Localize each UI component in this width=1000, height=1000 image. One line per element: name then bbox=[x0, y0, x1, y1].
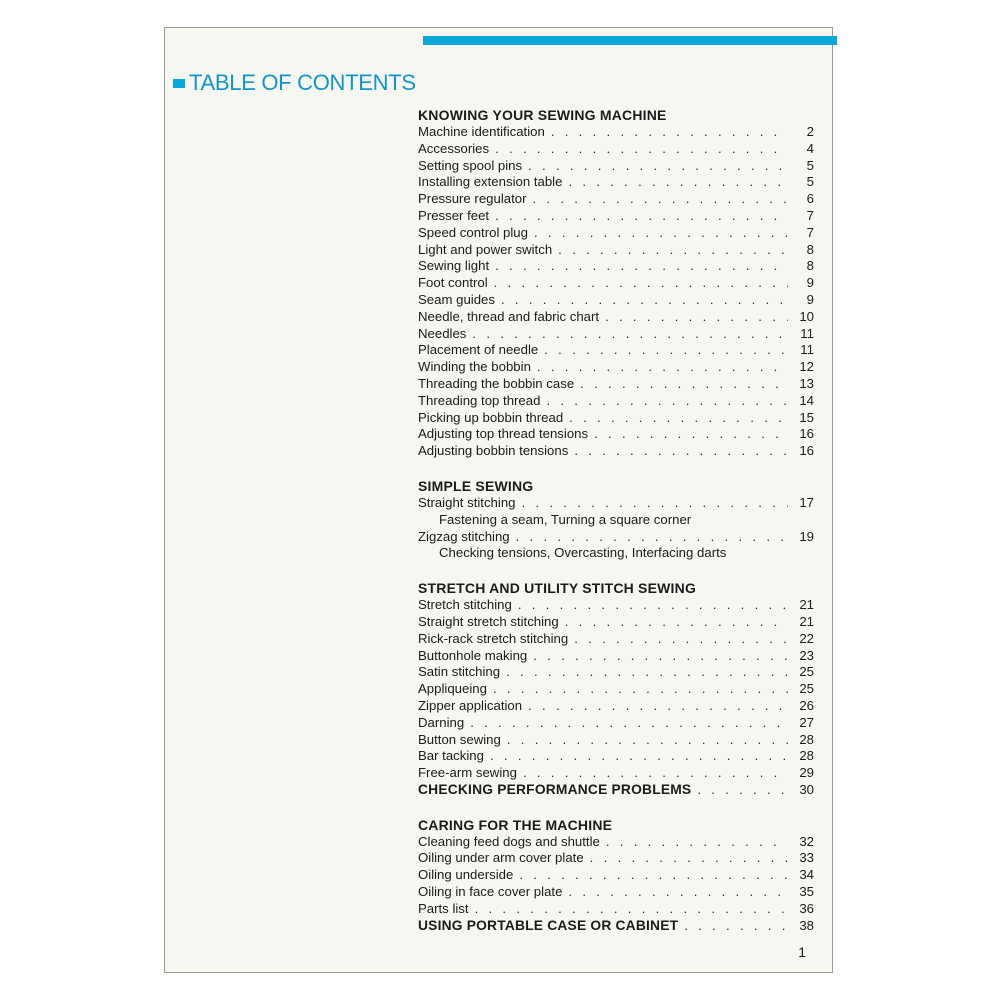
toc-entry-title: Placement of needle bbox=[418, 342, 539, 358]
toc-entry bbox=[418, 648, 814, 665]
toc-entry-title: Adjusting top thread tensions bbox=[418, 426, 589, 442]
toc-entry-title: Seam guides bbox=[418, 291, 495, 307]
toc-entry-page: 19 bbox=[799, 528, 814, 544]
toc-leader-dots bbox=[472, 326, 788, 343]
toc-entry-page: 26 bbox=[799, 697, 814, 713]
toc-entry-title: Straight stitching bbox=[418, 494, 516, 510]
toc-leader-dots bbox=[697, 782, 788, 799]
toc-entry-title: Straight stretch stitching bbox=[418, 613, 559, 629]
toc-entry bbox=[418, 292, 814, 309]
toc-entry-page: 7 bbox=[806, 224, 814, 240]
toc-entry bbox=[418, 901, 814, 918]
toc-entry-title: Buttonhole making bbox=[418, 647, 528, 663]
toc-entry-title: Presser feet bbox=[418, 207, 490, 223]
toc-entry-page: 22 bbox=[799, 630, 814, 646]
toc-entry-page: 9 bbox=[806, 275, 814, 291]
toc-entry-title: Setting spool pins bbox=[418, 157, 523, 173]
toc-leader-dots bbox=[546, 393, 788, 410]
toc-entry-title: Satin stitching bbox=[418, 664, 501, 680]
toc-entry-title: Oiling underside bbox=[418, 867, 514, 883]
toc-entry bbox=[418, 342, 814, 359]
toc-entry-title: USING PORTABLE CASE OR CABINET bbox=[418, 917, 679, 933]
toc-entry-page: 11 bbox=[800, 342, 814, 358]
toc-entry-title: Winding the bobbin bbox=[418, 359, 531, 375]
toc-entry bbox=[418, 782, 814, 799]
toc-entry bbox=[418, 614, 814, 631]
toc-entry-page: 38 bbox=[799, 917, 814, 933]
toc-entry bbox=[418, 529, 814, 546]
toc-entry-title: Rick-rack stretch stitching bbox=[418, 630, 569, 646]
toc-entry-page: 17 bbox=[799, 494, 814, 510]
toc-entry-title: Zigzag stitching bbox=[418, 528, 510, 544]
toc-leader-dots bbox=[516, 529, 788, 546]
toc-entry-page: 4 bbox=[806, 140, 814, 156]
toc-entry-page: 8 bbox=[806, 258, 814, 274]
toc-entry-title: Appliqueing bbox=[418, 681, 487, 697]
toc-entry-page: 16 bbox=[799, 426, 814, 442]
toc-entry bbox=[418, 681, 814, 698]
toc-entry-title: Foot control bbox=[418, 275, 488, 291]
toc-entry-page: 14 bbox=[799, 392, 814, 408]
header-bar-left bbox=[173, 79, 185, 88]
toc-entry bbox=[418, 918, 814, 935]
toc-entry-page: 7 bbox=[806, 207, 814, 223]
toc-entry-page: 11 bbox=[800, 325, 814, 341]
toc-entry bbox=[418, 443, 814, 460]
toc-entry bbox=[418, 376, 814, 393]
toc-leader-dots bbox=[495, 141, 788, 158]
toc-section bbox=[418, 106, 814, 460]
toc-entry-page: 21 bbox=[799, 597, 814, 613]
toc-leader-dots bbox=[532, 191, 788, 208]
toc-leader-dots bbox=[551, 124, 788, 141]
toc-leader-dots bbox=[522, 495, 789, 512]
toc-entry-page: 6 bbox=[806, 191, 814, 207]
toc-section bbox=[418, 579, 814, 799]
toc-leader-dots bbox=[519, 867, 788, 884]
toc-entry-page: 27 bbox=[799, 714, 814, 730]
toc-leader-dots bbox=[501, 292, 788, 309]
toc-entry-page: 21 bbox=[799, 613, 814, 629]
toc-entry bbox=[418, 495, 814, 512]
toc-leader-dots bbox=[590, 850, 788, 867]
toc-entry-page: 29 bbox=[799, 765, 814, 781]
toc-leader-dots bbox=[528, 698, 788, 715]
toc-entry-title: Needles bbox=[418, 325, 467, 341]
toc-entry-title: Bar tacking bbox=[418, 748, 484, 764]
section-heading: SIMPLE SEWING bbox=[418, 477, 534, 494]
toc-entry-title: Free-arm sewing bbox=[418, 765, 517, 781]
toc-list bbox=[418, 106, 814, 951]
document-page bbox=[164, 27, 833, 973]
toc-entry-title: Installing extension table bbox=[418, 174, 563, 190]
toc-entry bbox=[418, 359, 814, 376]
section-heading: CARING FOR THE MACHINE bbox=[418, 816, 613, 833]
toc-leader-dots bbox=[544, 342, 788, 359]
toc-leader-dots bbox=[580, 376, 788, 393]
toc-leader-dots bbox=[494, 275, 788, 292]
toc-entry-page: 5 bbox=[806, 174, 814, 190]
toc-entry-page: 30 bbox=[799, 781, 814, 797]
toc-entry bbox=[418, 867, 814, 884]
toc-entry-page: 12 bbox=[799, 359, 814, 375]
toc-entry-page: 28 bbox=[799, 731, 814, 747]
toc-entry bbox=[418, 410, 814, 427]
toc-leader-dots bbox=[606, 834, 788, 851]
toc-subtopics: Checking tensions, Overcasting, Interfacing darts bbox=[439, 545, 727, 561]
toc-entry-page: 35 bbox=[799, 884, 814, 900]
toc-entry-title: Zipper application bbox=[418, 697, 523, 713]
toc-entry bbox=[418, 765, 814, 782]
toc-entry-title: Stretch stitching bbox=[418, 597, 512, 613]
toc-leader-dots bbox=[594, 426, 788, 443]
toc-entry bbox=[418, 158, 814, 175]
toc-entry bbox=[418, 664, 814, 681]
toc-subtopics: Fastening a seam, Turning a square corner bbox=[439, 511, 692, 527]
toc-section bbox=[418, 816, 814, 935]
toc-entry bbox=[418, 631, 814, 648]
toc-entry-title: Oiling under arm cover plate bbox=[418, 850, 584, 866]
toc-entry bbox=[418, 834, 814, 851]
toc-entry-page: 15 bbox=[799, 409, 814, 425]
toc-leader-dots bbox=[574, 443, 788, 460]
toc-entry bbox=[418, 715, 814, 732]
toc-entry-title: Sewing light bbox=[418, 258, 490, 274]
toc-leader-dots bbox=[605, 309, 788, 326]
toc-section bbox=[418, 477, 814, 562]
toc-entry-title: Machine identification bbox=[418, 124, 545, 139]
toc-entry-title: Threading the bobbin case bbox=[418, 375, 575, 391]
toc-entry bbox=[418, 884, 814, 901]
toc-entry-page: 23 bbox=[799, 647, 814, 663]
toc-entry bbox=[418, 309, 814, 326]
toc-entry bbox=[418, 174, 814, 191]
toc-entry-title: CHECKING PERFORMANCE PROBLEMS bbox=[418, 781, 692, 797]
toc-leader-dots bbox=[506, 664, 788, 681]
toc-entry-page: 25 bbox=[799, 681, 814, 697]
section-heading: STRETCH AND UTILITY STITCH SEWING bbox=[418, 580, 697, 597]
toc-entry bbox=[418, 191, 814, 208]
toc-entry-title: Oiling in face cover plate bbox=[418, 884, 563, 900]
toc-leader-dots bbox=[518, 597, 788, 614]
toc-leader-dots bbox=[568, 884, 788, 901]
toc-entry-page: 2 bbox=[806, 124, 814, 139]
toc-leader-dots bbox=[558, 242, 788, 259]
toc-leader-dots bbox=[495, 208, 788, 225]
page-title: TABLE OF CONTENTS bbox=[189, 70, 416, 95]
toc-entry bbox=[418, 258, 814, 275]
toc-entry bbox=[418, 275, 814, 292]
toc-entry-page: 33 bbox=[799, 850, 814, 866]
toc-leader-dots bbox=[470, 715, 788, 732]
toc-entry-title: Adjusting bobbin tensions bbox=[418, 443, 569, 459]
toc-entry-title: Needle, thread and fabric chart bbox=[418, 308, 600, 324]
toc-entry bbox=[418, 698, 814, 715]
toc-leader-dots bbox=[537, 359, 788, 376]
toc-leader-dots bbox=[528, 158, 788, 175]
toc-leader-dots bbox=[565, 614, 788, 631]
toc-entry-page: 34 bbox=[799, 867, 814, 883]
toc-entry bbox=[418, 225, 814, 242]
toc-leader-dots bbox=[533, 648, 788, 665]
toc-entry-page: 10 bbox=[799, 308, 814, 324]
toc-leader-dots bbox=[523, 765, 788, 782]
toc-entry-title: Accessories bbox=[418, 140, 490, 156]
toc-header bbox=[173, 70, 416, 96]
toc-entry-page: 28 bbox=[799, 748, 814, 764]
toc-leader-dots bbox=[569, 410, 788, 427]
toc-entry-title: Cleaning feed dogs and shuttle bbox=[418, 833, 600, 849]
toc-entry-page: 32 bbox=[799, 833, 814, 849]
page-number: 1 bbox=[798, 944, 806, 960]
toc-entry-title: Light and power switch bbox=[418, 241, 553, 257]
toc-entry bbox=[418, 393, 814, 410]
toc-entry bbox=[418, 426, 814, 443]
toc-entry-title: Button sewing bbox=[418, 731, 501, 747]
toc-entry bbox=[418, 732, 814, 749]
toc-entry bbox=[418, 850, 814, 867]
toc-entry-page: 9 bbox=[806, 291, 814, 307]
toc-entry-title: Darning bbox=[418, 714, 465, 730]
toc-entry bbox=[418, 141, 814, 158]
toc-leader-dots bbox=[475, 901, 788, 918]
toc-entry-title: Speed control plug bbox=[418, 224, 528, 240]
toc-entry-page: 25 bbox=[799, 664, 814, 680]
toc-leader-dots bbox=[495, 258, 788, 275]
toc-entry-title: Threading top thread bbox=[418, 392, 541, 408]
toc-leader-dots bbox=[507, 732, 788, 749]
toc-entry bbox=[418, 124, 814, 141]
toc-entry bbox=[418, 597, 814, 614]
toc-entry bbox=[418, 748, 814, 765]
toc-leader-dots bbox=[568, 174, 788, 191]
toc-entry-title: Pressure regulator bbox=[418, 191, 527, 207]
toc-entry-page: 5 bbox=[806, 157, 814, 173]
toc-leader-dots bbox=[574, 631, 788, 648]
toc-entry-title: Picking up bobbin thread bbox=[418, 409, 564, 425]
toc-leader-dots bbox=[534, 225, 788, 242]
toc-entry bbox=[418, 326, 814, 343]
header-bar-right bbox=[423, 36, 837, 45]
toc-entry-page: 36 bbox=[799, 900, 814, 916]
toc-entry bbox=[418, 242, 814, 259]
toc-entry-page: 8 bbox=[806, 241, 814, 257]
toc-leader-dots bbox=[490, 748, 788, 765]
toc-leader-dots bbox=[684, 918, 788, 935]
toc-entry-page: 13 bbox=[799, 375, 814, 391]
toc-entry bbox=[418, 208, 814, 225]
toc-leader-dots bbox=[493, 681, 788, 698]
toc-entry-page: 16 bbox=[799, 443, 814, 459]
section-heading: KNOWING YOUR SEWING MACHINE bbox=[418, 107, 667, 123]
toc-entry-title: Parts list bbox=[418, 900, 469, 916]
